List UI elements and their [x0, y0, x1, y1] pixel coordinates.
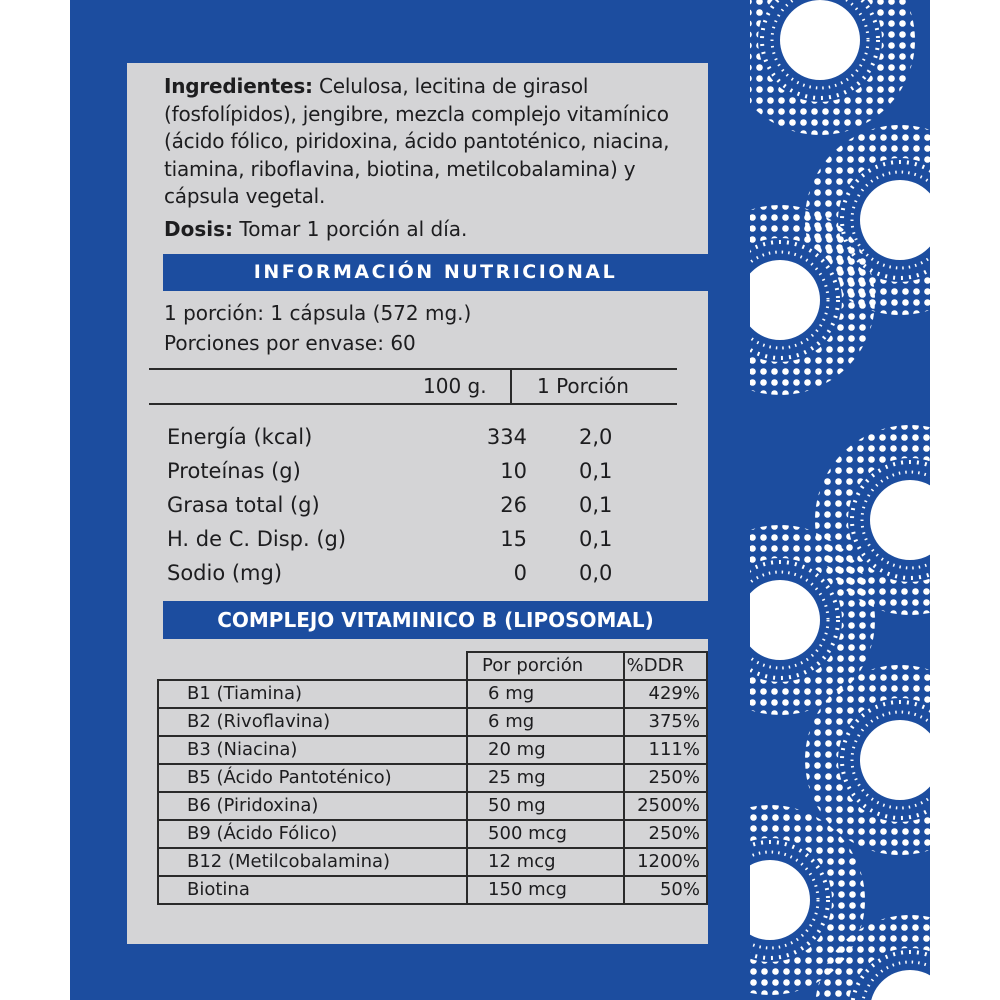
serving-size: 1 porción: 1 cápsula (572 mg.)	[164, 301, 472, 325]
vitamin-ddr: 250%	[624, 764, 707, 792]
vitamin-dose: 50 mg	[467, 792, 624, 820]
vitamin-complex-title: COMPLEJO VITAMINICO B (LIPOSOMAL)	[163, 601, 708, 639]
nutrient-per-portion: 0,1	[579, 527, 613, 551]
vitamin-name: B2 (Rivoflavina)	[158, 708, 467, 736]
nutrient-per-100g: 10	[500, 459, 527, 483]
nutrient-per-100g: 26	[500, 493, 527, 517]
column-header-portion: 1 Porción	[537, 374, 629, 398]
divider	[149, 403, 677, 405]
nutrition-row	[167, 420, 687, 454]
column-header-dose: Por porción	[467, 652, 624, 680]
vitamin-name: B1 (Tiamina)	[158, 680, 467, 708]
nutrition-row	[167, 522, 687, 556]
table-row	[158, 680, 707, 708]
nutrition-row	[167, 488, 687, 522]
vitamin-name: B6 (Piridoxina)	[158, 792, 467, 820]
vitamin-dose: 12 mcg	[467, 848, 624, 876]
nutrient-label: Proteínas (g)	[167, 459, 301, 483]
table-header-row	[158, 652, 707, 680]
liposome-pattern	[750, 0, 930, 1000]
nutrient-per-100g: 0	[513, 561, 527, 585]
nutrition-row	[167, 556, 687, 590]
divider	[149, 368, 677, 370]
vitamin-name: B5 (Ácido Pantoténico)	[158, 764, 467, 792]
nutrient-per-portion: 2,0	[579, 425, 613, 449]
nutrition-row	[167, 454, 687, 488]
vitamin-ddr: 111%	[624, 736, 707, 764]
nutrient-per-portion: 0,1	[579, 493, 613, 517]
ingredients-list: Celulosa, lecitina de girasol (fosfolípidos), jengibre, mezcla complejo vitamínico (ácido fólico, piridoxina, ácido pantoténico, niacina, tiamina, riboflavina, biotina, metilcobalamina) y cápsula vegetal.	[164, 74, 670, 208]
nutrient-per-100g: 15	[500, 527, 527, 551]
table-row	[158, 848, 707, 876]
vitamin-ddr: 50%	[624, 876, 707, 904]
vitamin-table	[157, 651, 708, 905]
vitamin-dose: 500 mcg	[467, 820, 624, 848]
vitamin-ddr: 429%	[624, 680, 707, 708]
column-header-ddr: %DDR	[624, 652, 707, 680]
table-row	[158, 876, 707, 904]
vitamin-name: B12 (Metilcobalamina)	[158, 848, 467, 876]
nutrient-label: Energía (kcal)	[167, 425, 313, 449]
vitamin-dose: 150 mcg	[467, 876, 624, 904]
nutrient-per-portion: 0,0	[579, 561, 613, 585]
dosis-value: Tomar 1 porción al día.	[233, 217, 468, 241]
vitamin-ddr: 250%	[624, 820, 707, 848]
vitamin-dose: 20 mg	[467, 736, 624, 764]
table-row	[158, 708, 707, 736]
nutrient-label: H. de C. Disp. (g)	[167, 527, 347, 551]
dosis-text	[164, 215, 467, 243]
nutrient-label: Sodio (mg)	[167, 561, 283, 585]
table-row	[158, 820, 707, 848]
vitamin-dose: 6 mg	[467, 680, 624, 708]
table-row	[158, 736, 707, 764]
table-row	[158, 764, 707, 792]
column-header-100g: 100 g.	[423, 374, 487, 398]
vitamin-name: B3 (Niacina)	[158, 736, 467, 764]
nutrition-title: INFORMACIÓN NUTRICIONAL	[163, 254, 708, 291]
vitamin-name: B9 (Ácido Fólico)	[158, 820, 467, 848]
header-spacer	[158, 652, 467, 680]
column-divider	[510, 368, 512, 404]
vitamin-ddr: 375%	[624, 708, 707, 736]
vitamin-name: Biotina	[158, 876, 467, 904]
vitamin-dose: 6 mg	[467, 708, 624, 736]
ingredients-label: Ingredientes:	[164, 74, 313, 98]
vitamin-ddr: 2500%	[624, 792, 707, 820]
ingredients-text	[164, 73, 694, 211]
nutrient-per-100g: 334	[486, 425, 527, 449]
dosis-label: Dosis:	[164, 217, 234, 241]
nutrition-panel	[127, 63, 708, 944]
table-row	[158, 792, 707, 820]
nutrient-label: Grasa total (g)	[167, 493, 320, 517]
nutrient-per-portion: 0,1	[579, 459, 613, 483]
servings-per-pack: Porciones por envase: 60	[164, 331, 416, 355]
vitamin-dose: 25 mg	[467, 764, 624, 792]
serving-info	[164, 298, 471, 358]
vitamin-ddr: 1200%	[624, 848, 707, 876]
